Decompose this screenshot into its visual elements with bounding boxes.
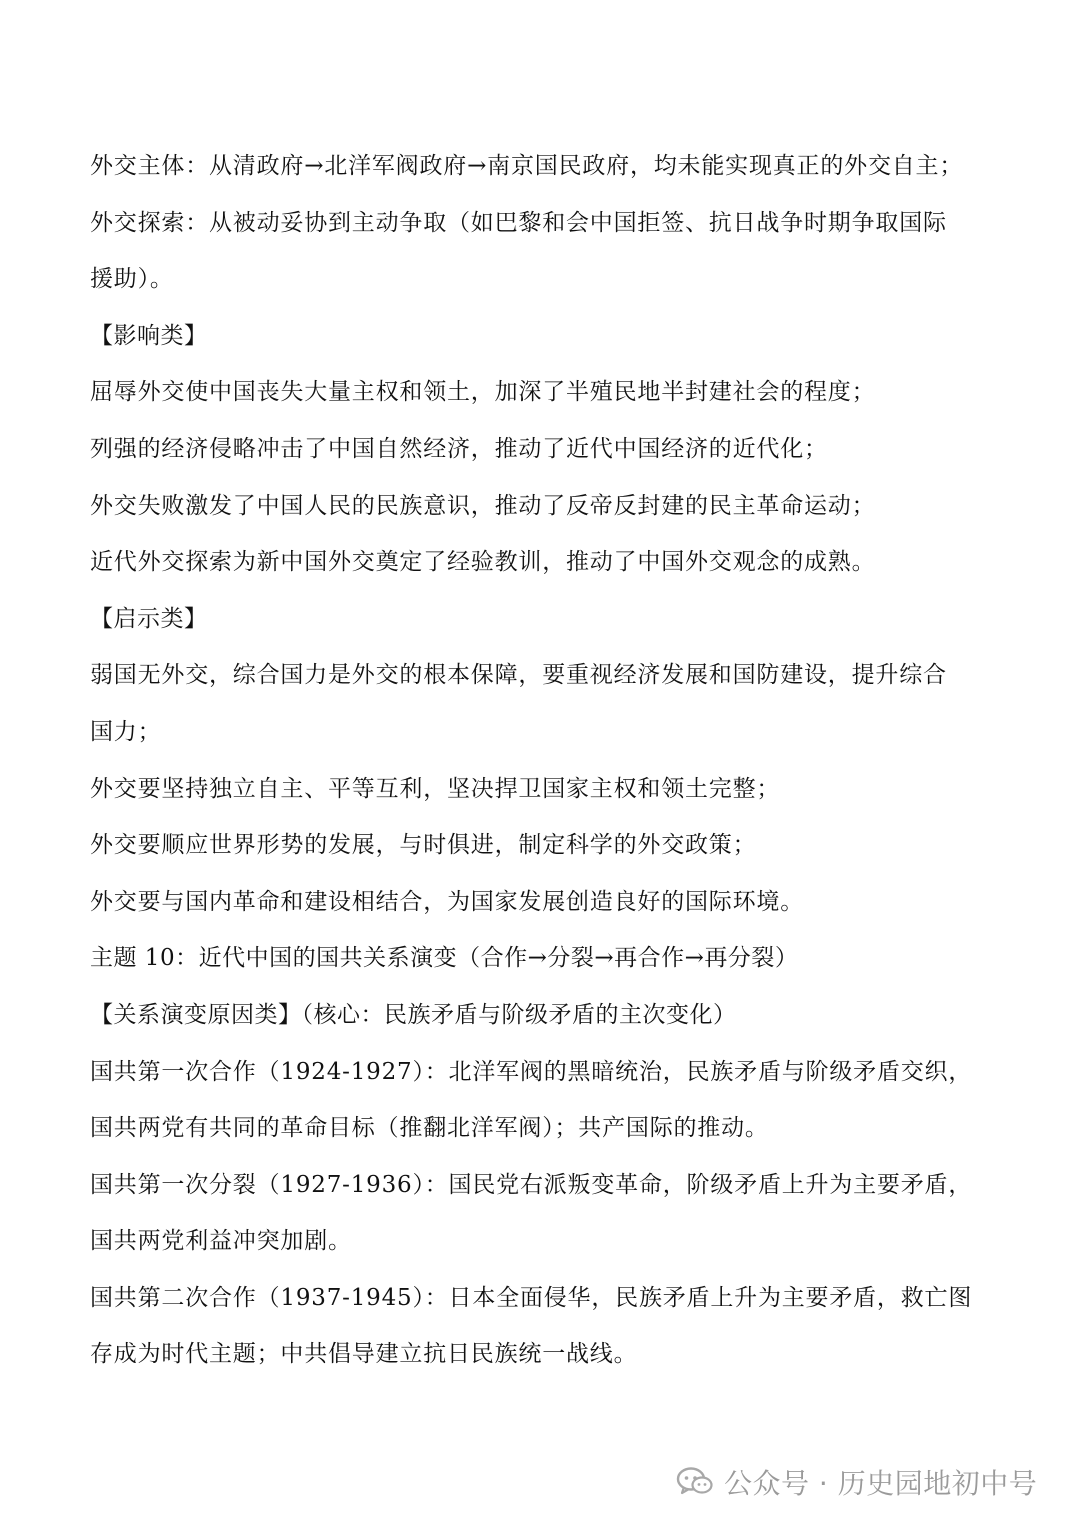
text-line: 近代外交探索为新中国外交奠定了经验教训，推动了中国外交观念的成熟。 (90, 549, 876, 576)
text-line: 国共第二次合作（1937-1945）：日本全面侵华，民族矛盾上升为主要矛盾，救亡图 (90, 1284, 973, 1311)
text-line: 外交探索：从被动妥协到主动争取（如巴黎和会中国拒签、抗日战争时期争取国际 (90, 209, 947, 236)
section-heading-impact: 【影响类】 (90, 322, 208, 349)
text-line: 国共两党有共同的革命目标（推翻北洋军阀）；共产国际的推动。 (90, 1115, 769, 1142)
text-line: 存成为时代主题；中共倡导建立抗日民族统一战线。 (90, 1341, 638, 1368)
text-line: 外交失败激发了中国人民的民族意识，推动了反帝反封建的民主革命运动； (90, 492, 876, 519)
section-heading-causes: 【关系演变原因类】（核心：民族矛盾与阶级矛盾的主次变化） (90, 1001, 737, 1028)
text-line: 列强的经济侵略冲击了中国自然经济，推动了近代中国经济的近代化； (90, 435, 828, 462)
text-line: 外交要与国内革命和建设相结合，为国家发展创造良好的国际环境。 (90, 888, 804, 915)
text-line: 屈辱外交使中国丧失大量主权和领土，加深了半殖民地半封建社会的程度； (90, 379, 876, 406)
text-line: 国力； (90, 718, 162, 745)
topic-title: 主题 10：近代中国的国共关系演变（合作→分裂→再合作→再分裂） (90, 945, 799, 972)
watermark-text: 公众号 · 历史园地初中号 (724, 1467, 1038, 1500)
text-line: 外交要顺应世界形势的发展，与时俱进，制定科学的外交政策； (90, 832, 757, 859)
text-line: 援助）。 (90, 266, 174, 293)
watermark (676, 1462, 1037, 1502)
text-line: 国共第一次分裂（1927-1936）：国民党右派叛变革命，阶级矛盾上升为主要矛盾， (90, 1171, 973, 1198)
text-line: 外交主体：从清政府→北洋军阀政府→南京国民政府，均未能实现真正的外交自主； (90, 153, 964, 179)
text-line: 外交要坚持独立自主、平等互利，坚决捍卫国家主权和领土完整； (90, 775, 781, 802)
document-body (90, 138, 1000, 1383)
wechat-official-account-icon (676, 1466, 714, 1498)
text-line: 国共第一次合作（1924-1927）：北洋军阀的黑暗统治，民族矛盾与阶级矛盾交织， (90, 1058, 973, 1085)
text-line: 国共两党利益冲突加剧。 (90, 1228, 352, 1255)
text-line: 弱国无外交，综合国力是外交的根本保障，要重视经济发展和国防建设，提升综合 (90, 662, 947, 689)
section-heading-enlightenment: 【启示类】 (90, 605, 208, 632)
